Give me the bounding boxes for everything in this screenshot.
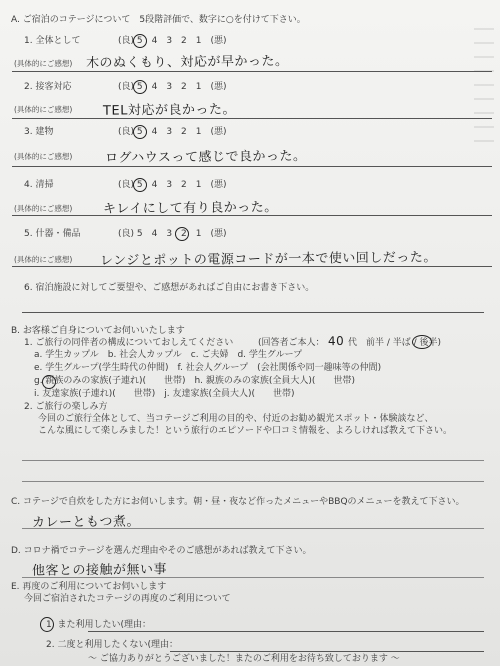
b2-line-1: [22, 460, 484, 461]
b2-instructions-2: こんな風にして楽しみました！という旅行のエピソードや口コミ情報を、よろしければ教えて下さい。: [38, 426, 453, 436]
e2-line: [170, 651, 484, 652]
q3-line: [12, 166, 492, 167]
e1-line: [88, 631, 484, 632]
q5-selected-circle: [175, 227, 189, 241]
q2-scale: (良) 5 4 3 2 1 (悪): [118, 82, 227, 92]
q3-comment-label: (具体的にご感想): [14, 152, 73, 161]
q2-comment-label: (具体的にご感想): [14, 105, 73, 114]
b1-age-value: 40: [327, 333, 345, 349]
q2-comment: TEL対応が良かった。: [102, 102, 237, 119]
q3-label: 3. 建物: [24, 127, 54, 137]
q1-selected-circle: [133, 34, 147, 48]
q2-line: [12, 118, 492, 119]
q5-scale: (良) 5 4 3 2 1 (悪): [118, 229, 227, 239]
section-e-prompt: 今回ご宿泊されたコテージの再度のご利用について: [24, 594, 231, 604]
q4-comment: キレイにして有り良かった。: [102, 200, 278, 217]
b2-question: 2. ご旅行の楽しみ方: [24, 402, 108, 412]
q5-comment-label: (具体的にご感想): [14, 255, 73, 264]
section-d-answer: 他客との接触が無い事: [31, 562, 168, 579]
b2-line-2: [22, 481, 484, 482]
q5-line: [12, 266, 492, 267]
section-d-line: [22, 577, 484, 578]
q1-scale: (良) 5 4 3 2 1 (悪): [118, 36, 227, 46]
b2-instructions-1: 今回のご旅行全体として、当コテージご利用の目的や、付近のお勧め観光スポット・体験談など、: [38, 414, 434, 424]
b1-question: 1. ご旅行の同伴者の構成についておしえてください: [24, 338, 234, 348]
q4-comment-label: (具体的にご感想): [14, 204, 73, 213]
b1-age-prefix: (回答者ご本人：: [258, 338, 325, 348]
section-c-line: [22, 528, 484, 529]
q1-line: [12, 71, 492, 72]
section-d-question: D. コロナ禍でコテージを選んだ理由やそのご感想があれば教えて下さい。: [11, 546, 312, 556]
q2-label: 2. 接客対応: [24, 82, 72, 92]
q3-comment: ログハウスって感じで良かった。: [104, 148, 307, 167]
section-a-title: A. ご宿泊のコテージについて 5段階評価で、数字に○を付けて下さい。: [11, 15, 306, 25]
e1-option: 1. また利用したい(理由：: [46, 620, 151, 630]
companion-row-1: a. 学生カップル b. 社会人カップル c. ご夫婦 d. 学生グループ: [34, 350, 303, 360]
b1-age-suffix: 代 前半 / 半ば / 後半): [348, 338, 442, 348]
q5-comment: レンジとポットの電源コードが一本で使い回しだった。: [99, 250, 437, 269]
q1-comment-label: (具体的にご感想): [14, 59, 73, 68]
e2-option: 2. 二度と利用したくない(理由：: [46, 640, 178, 650]
q6-label: 6. 宿泊施設に対してご要望や、ご感想があればご自由にお書き下さい。: [24, 283, 315, 293]
q2-selected-circle: [133, 80, 147, 94]
companion-row-3: g. 親族のみの家族(子連れ)( 世帯) h. 親族のみの家族(全員大人)( 世帯): [34, 376, 355, 386]
q4-label: 4. 清掃: [24, 180, 54, 190]
section-c-question: C. コテージで自炊をした方にお伺いします。朝・昼・夜など作ったメニューやBBQのメニューを教えて下さい。: [11, 497, 465, 507]
q6-line: [22, 312, 484, 313]
age-half-circle: [412, 335, 432, 349]
q4-scale: (良) 5 4 3 2 1 (悪): [118, 180, 227, 190]
footer-thanks: 〜 ご協力ありがとうございました！またのご利用をお待ち致しております 〜: [88, 654, 400, 664]
companion-row-4: i. 友達家族(子連れ)( 世帯) j. 友達家族(全員大人)( 世帯): [34, 389, 295, 399]
section-b-title: B. お客様ご自身についてお伺いいたします: [11, 326, 185, 336]
q3-selected-circle: [133, 125, 147, 139]
q4-line: [12, 215, 492, 216]
q5-label: 5. 什器・備品: [24, 229, 81, 239]
q1-comment: 木のぬくもり、対応が早かった。: [85, 53, 289, 72]
bleed-through-marks: [474, 28, 494, 148]
q4-selected-circle: [133, 178, 147, 192]
companion-row-2: e. 学生グループ(学生時代の仲間) f. 社会人グループ (会社関係や同一趣味等の仲間): [34, 363, 382, 373]
section-c-answer: カレーともつ煮。: [31, 514, 141, 531]
companion-selected-circle: [42, 375, 56, 389]
section-e-title: E. 再度のご利用についてお伺いします: [11, 582, 167, 592]
q3-scale: (良) 5 4 3 2 1 (悪): [118, 127, 227, 137]
q1-label: 1. 全体として: [24, 36, 81, 46]
